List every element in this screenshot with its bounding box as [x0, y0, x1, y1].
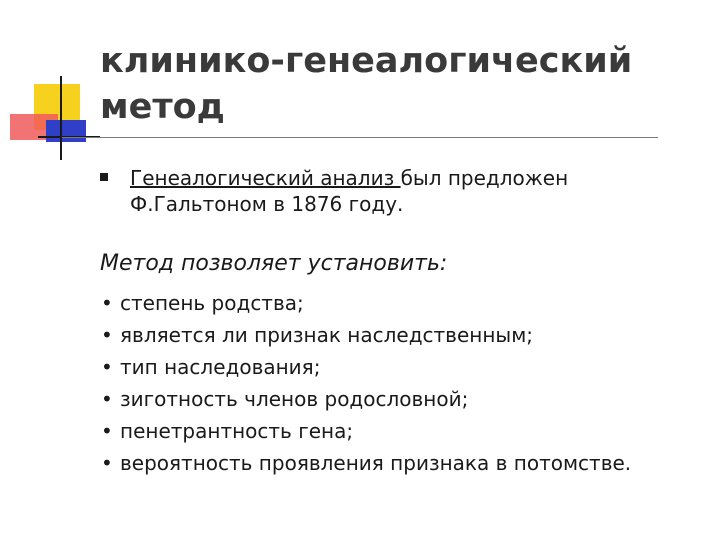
list-item: [100, 351, 700, 383]
list-item: [100, 383, 700, 415]
first-point-text: [130, 165, 680, 217]
list-item: [100, 415, 700, 447]
list-item-text: вероятность проявления признака в потомстве.: [120, 451, 632, 475]
bullet-dot-icon: •: [101, 323, 113, 347]
list-item-text: зиготность членов родословной;: [120, 387, 469, 411]
bullet-list: [100, 287, 700, 479]
first-point-underlined: Генеалогический анализ: [130, 166, 401, 190]
list-item-text: является ли признак наследственным;: [120, 323, 534, 347]
bullet-dot-icon: •: [101, 355, 113, 379]
first-point-rest: был предложен Ф.Гальтоном в 1876 году.: [130, 166, 569, 216]
square-bullet-icon: [100, 173, 108, 181]
list-item: [100, 287, 700, 319]
list-item: [100, 319, 700, 351]
list-item-text: степень родства;: [120, 291, 304, 315]
list-item: [100, 447, 700, 479]
bullet-dot-icon: •: [101, 387, 113, 411]
bullet-dot-icon: •: [101, 291, 113, 315]
subheading: Метод позволяет установить:: [100, 251, 448, 276]
bullet-dot-icon: •: [101, 451, 113, 475]
decor-blue-square: [46, 120, 86, 142]
decor-vertical-line: [60, 76, 62, 160]
first-point: [100, 165, 680, 217]
slide-title: клинико-генеалогический метод: [100, 41, 633, 127]
title-divider: [62, 137, 658, 138]
list-item-text: тип наследования;: [120, 355, 321, 379]
bullet-dot-icon: •: [101, 419, 113, 443]
list-item-text: пенетрантность гена;: [120, 419, 354, 443]
